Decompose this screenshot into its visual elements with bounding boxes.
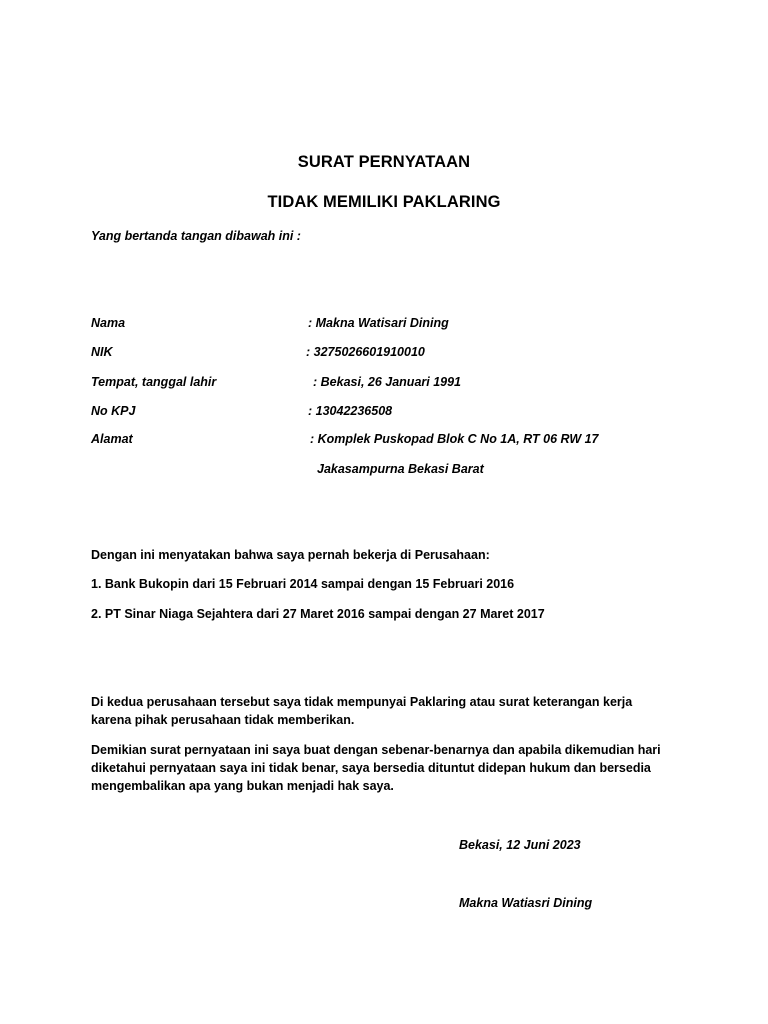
field-label-nik: NIK <box>91 345 113 359</box>
field-value-kpj: : 13042236508 <box>308 404 393 418</box>
field-label-ttl: Tempat, tanggal lahir <box>91 375 217 389</box>
field-label-kpj: No KPJ <box>91 404 136 418</box>
paragraph-closing: Demikian surat pernyataan ini saya buat dengan sebenar-benarnya dan apabila dikemudian hari diketahui pernyataan saya ini tidak benar, saya bersedia dituntut didepan hukum dan bersedia mengembalikan apa yang bukan menjadi hak saya. <box>91 743 661 793</box>
paragraph-no-paklaring: Di kedua perusahaan tersebut saya tidak mempunyai Paklaring atau surat keterangan kerja karena pihak perusahaan tidak memberikan. <box>91 695 633 727</box>
field-value-nik: : 3275026601910010 <box>306 345 425 359</box>
intro-text: Yang bertanda tangan dibawah ini : <box>91 229 301 243</box>
employment-item-2: 2. PT Sinar Niaga Sejahtera dari 27 Maret 2016 sampai dengan 27 Maret 2017 <box>91 607 545 621</box>
place-date: Bekasi, 12 Juni 2023 <box>459 838 581 852</box>
field-value-alamat: : Komplek Puskopad Blok C No 1A, RT 06 RW 17 <box>310 432 599 446</box>
employment-item-1: 1. Bank Bukopin dari 15 Februari 2014 sampai dengan 15 Februari 2016 <box>91 577 515 591</box>
field-label-alamat: Alamat <box>91 432 133 446</box>
statement-intro: Dengan ini menyatakan bahwa saya pernah bekerja di Perusahaan: <box>91 548 490 562</box>
field-value-ttl: : Bekasi, 26 Januari 1991 <box>313 375 462 389</box>
signatory-name: Makna Watiasri Dining <box>459 896 593 910</box>
field-value-nama: : Makna Watisari Dining <box>308 316 449 330</box>
document-title: SURAT PERNYATAAN <box>297 153 471 171</box>
document-subtitle: TIDAK MEMILIKI PAKLARING <box>267 193 501 211</box>
address-line2: Jakasampurna Bekasi Barat <box>317 462 484 476</box>
field-label-nama: Nama <box>91 316 126 330</box>
